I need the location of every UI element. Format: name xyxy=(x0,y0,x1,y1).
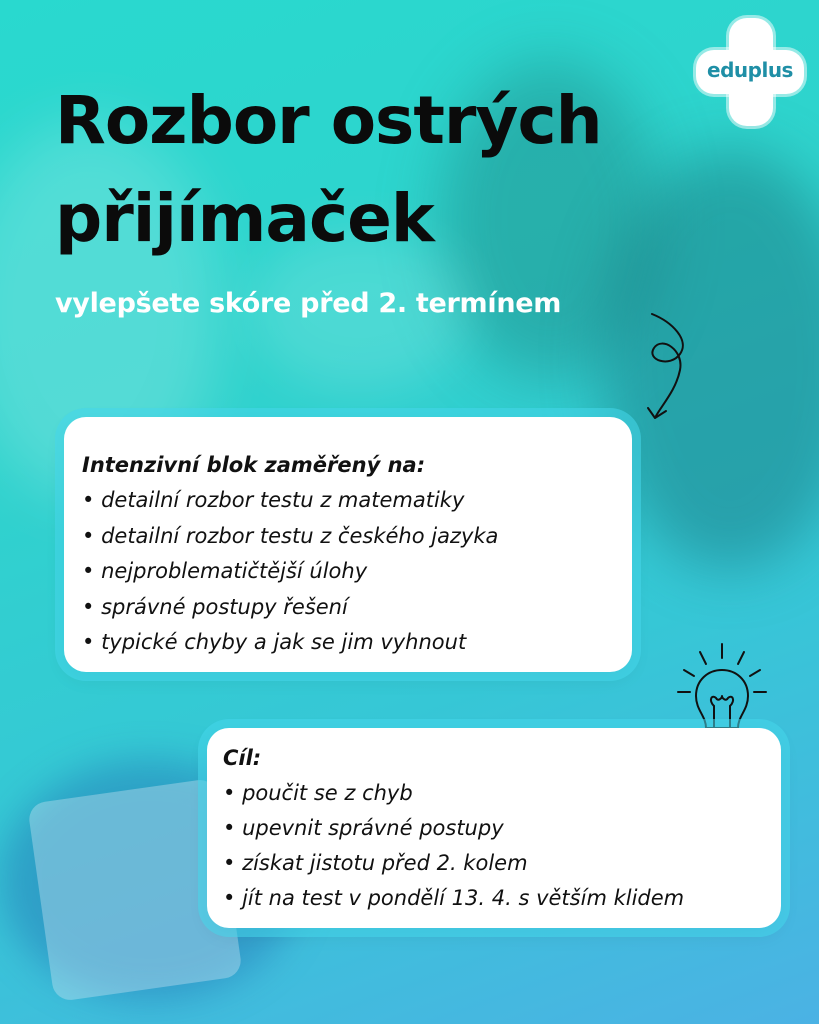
list-item: • typické chyby a jak se jim vyhnout xyxy=(82,625,498,661)
list-item: • poučit se z chyb xyxy=(223,776,684,811)
list-item: • získat jistotu před 2. kolem xyxy=(223,846,684,881)
title-line-1: Rozbor ostrých xyxy=(55,82,602,159)
subtitle: vylepšete skóre před 2. termínem xyxy=(55,288,562,319)
title-line-2: přijímaček xyxy=(55,180,434,257)
logo-text: eduplus xyxy=(707,58,793,82)
curly-arrow-icon xyxy=(632,310,702,425)
intensive-block-heading: Intenzivní blok zaměřený na: xyxy=(82,453,426,477)
goal-card xyxy=(207,728,781,928)
list-item: • detailní rozbor testu z matematiky xyxy=(82,483,498,519)
eduplus-logo xyxy=(696,18,804,126)
list-item: • nejproblematičtější úlohy xyxy=(82,554,498,590)
intensive-block-list xyxy=(82,483,498,661)
goal-heading: Cíl: xyxy=(223,746,262,770)
page-title xyxy=(55,72,602,268)
intensive-block-card xyxy=(64,417,632,672)
list-item: • upevnit správné postupy xyxy=(223,811,684,846)
list-item: • detailní rozbor testu z českého jazyka xyxy=(82,519,498,555)
goal-list xyxy=(223,776,684,916)
list-item: • správné postupy řešení xyxy=(82,590,498,626)
list-item: • jít na test v pondělí 13. 4. s větším klidem xyxy=(223,881,684,916)
